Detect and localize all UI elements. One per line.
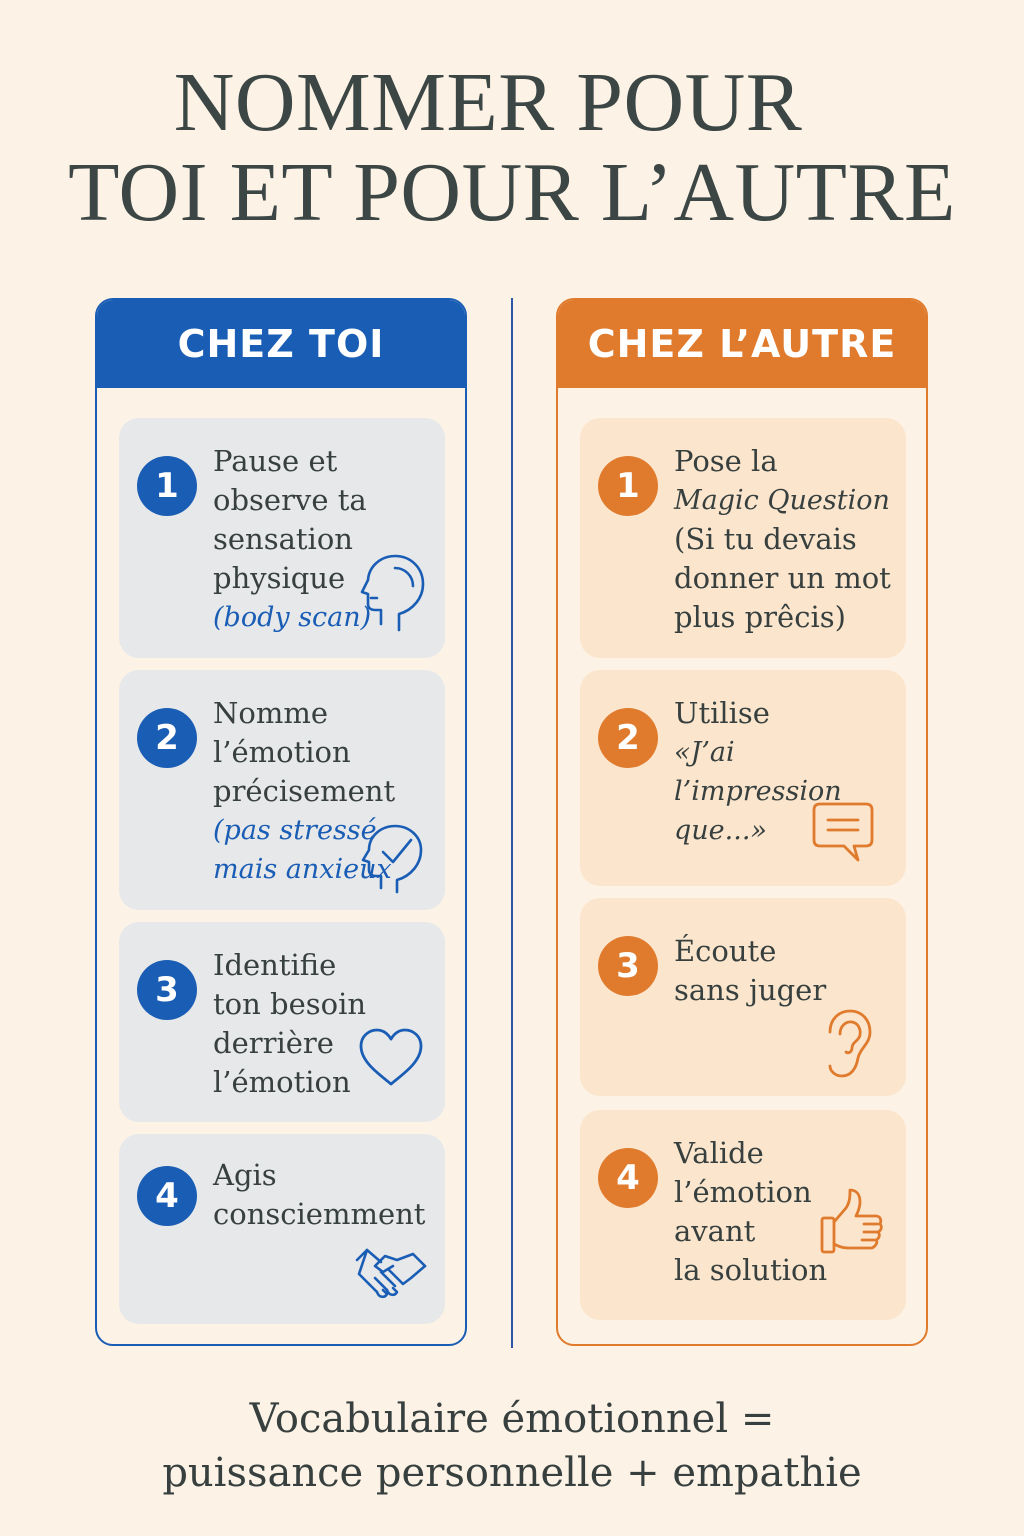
text-line: Identifie xyxy=(213,948,337,982)
text-line: l’émotion xyxy=(674,1175,812,1209)
quote-text: «J’ai l’impression xyxy=(674,737,842,807)
panel-header-chez-toi: CHEZ TOI xyxy=(97,300,465,388)
left-step-2-card xyxy=(119,670,445,910)
step-number-badge: 3 xyxy=(598,936,658,996)
text-line: Écoute xyxy=(674,934,777,968)
text-line: ton besoin xyxy=(213,987,367,1021)
step-number-badge: 2 xyxy=(598,708,658,768)
quote-text: que...» xyxy=(674,815,767,846)
left-step-4-text xyxy=(213,1156,437,1234)
page-title xyxy=(0,58,1024,238)
right-step-1-text xyxy=(674,442,898,637)
text-line: avant xyxy=(674,1214,756,1248)
text-line: Agis xyxy=(213,1158,277,1192)
text-line: derrière xyxy=(213,1026,334,1060)
text-line: physique xyxy=(213,561,346,595)
text-line: la solution xyxy=(674,1253,828,1287)
footer-line-1: Vocabulaire émotionnel = xyxy=(249,1396,775,1442)
head-scan-icon xyxy=(359,552,429,634)
step-note: mais anxieux xyxy=(213,854,392,885)
right-step-2-card xyxy=(580,670,906,886)
text-line: sans juger xyxy=(674,973,827,1007)
panel-header-chez-l-autre: CHEZ L’AUTRE xyxy=(558,300,926,388)
text-line: Valide xyxy=(674,1136,764,1170)
column-divider xyxy=(511,298,513,1348)
footer-summary xyxy=(0,1392,1024,1500)
text-line: (Si tu devais xyxy=(674,522,857,556)
text-line: sensation xyxy=(213,522,353,556)
text-line: plus prêcis) xyxy=(674,600,846,634)
text-line: précisement xyxy=(213,774,396,808)
title-line-1: NOMMER POUR xyxy=(173,56,803,149)
step-note: (pas stressé xyxy=(213,815,377,846)
left-step-1-card xyxy=(119,418,445,658)
left-step-4-card xyxy=(119,1134,445,1324)
panel-chez-l-autre xyxy=(556,298,928,1346)
step-number-badge: 2 xyxy=(137,708,197,768)
text-line: l’émotion xyxy=(213,1065,351,1099)
text-line: Pause et xyxy=(213,444,338,478)
heart-icon xyxy=(357,1026,425,1088)
text-line: Utilise xyxy=(674,696,770,730)
right-step-1-card xyxy=(580,418,906,658)
right-step-3-text xyxy=(674,932,898,1010)
step-number-badge: 3 xyxy=(137,960,197,1020)
magic-question-text: Magic Question xyxy=(674,485,890,516)
left-step-3-card xyxy=(119,922,445,1122)
text-line: Pose la xyxy=(674,444,778,478)
step-number-badge: 4 xyxy=(137,1166,197,1226)
right-step-4-card xyxy=(580,1110,906,1320)
step-note: (body scan) xyxy=(213,602,372,633)
title-line-2: TOI ET POUR L’AUTRE xyxy=(68,146,956,239)
text-line: l’émotion xyxy=(213,735,351,769)
step-number-badge: 1 xyxy=(598,456,658,516)
step-number-badge: 1 xyxy=(137,456,197,516)
thumbs-up-icon xyxy=(818,1186,886,1258)
text-line: consciemment xyxy=(213,1197,426,1231)
speech-bubble-icon xyxy=(810,800,876,866)
handshake-icon xyxy=(355,1244,427,1306)
text-line: Nomme xyxy=(213,696,328,730)
ear-icon xyxy=(824,1008,874,1080)
text-line: observe ta xyxy=(213,483,367,517)
step-number-badge: 4 xyxy=(598,1148,658,1208)
right-step-3-card xyxy=(580,898,906,1096)
footer-line-2: puissance personnelle + empathie xyxy=(162,1450,862,1496)
head-check-icon xyxy=(361,822,427,896)
panel-chez-toi xyxy=(95,298,467,1346)
text-line: donner un mot xyxy=(674,561,891,595)
